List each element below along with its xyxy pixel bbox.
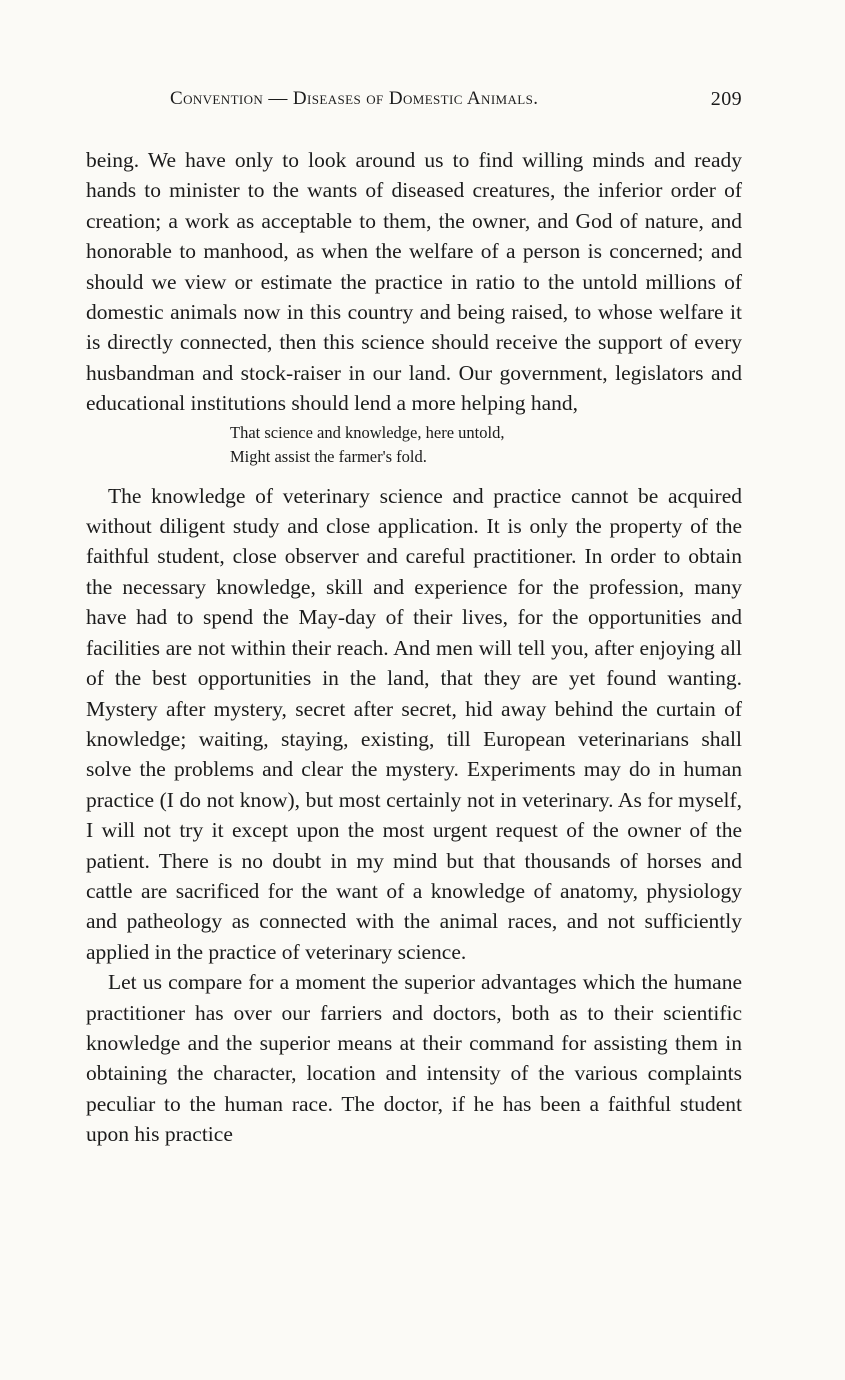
verse-quote <box>230 421 742 469</box>
body-text <box>86 145 742 1150</box>
paragraph-2: The knowledge of veterinary science and practice cannot be acquired without diligent study and close application. It is only the property of the faithful student, close observer and careful practitioner. In order to obtain the necessary knowledge, skill and experience for the profession, many have had to spend the May-day of their lives, for the opportunities and facilities are not within their reach. And men will tell you, after enjoying all of the best opportunities in the land, that they are yet found wanting. Mystery after mystery, secret after secret, hid away behind the curtain of knowledge; waiting, staying, existing, till European veterinarians shall solve the problems and clear the mystery. Experiments may do in human practice (I do not know), but most certainly not in veterinary. As for myself, I will not try it except upon the most urgent request of the owner of the patient. There is no doubt in my mind but that thousands of horses and cattle are sacrificed for the want of a knowledge of anatomy, physiology and patheology as connected with the animal races, and not sufficiently applied in the practice of veterinary science. <box>86 483 742 964</box>
verse-line-1: That science and knowledge, here untold, <box>230 422 505 442</box>
running-title: Convention — Diseases of Domestic Animals. <box>170 88 539 109</box>
running-head <box>86 88 742 118</box>
page-number: 209 <box>710 88 742 110</box>
paragraph-3: Let us compare for a moment the superior advantages which the humane practitioner has over our farriers and doctors, both as to their scientific knowledge and the superior means at their command for assisting them in obtaining the character, location and intensity of the various complaints peculiar to the human race. The doctor, if he has been a faithful student upon his practice <box>86 970 742 1147</box>
paragraph-1: being. We have only to look around us to find willing minds and ready hands to minister to the wants of diseased creatures, the inferior order of creation; a work as acceptable to them, the owner, and God of nature, and honorable to manhood, as when the welfare of a person is concerned; and should we view or estimate the practice in ratio to the untold millions of domestic animals now in this country and being raised, to whose welfare it is directly connected, then this science should receive the support of every husbandman and stock-raiser in our land. Our government, legislators and educational institutions should lend a more helping hand, <box>86 148 742 416</box>
verse-line-2: Might assist the farmer's fold. <box>230 446 427 466</box>
